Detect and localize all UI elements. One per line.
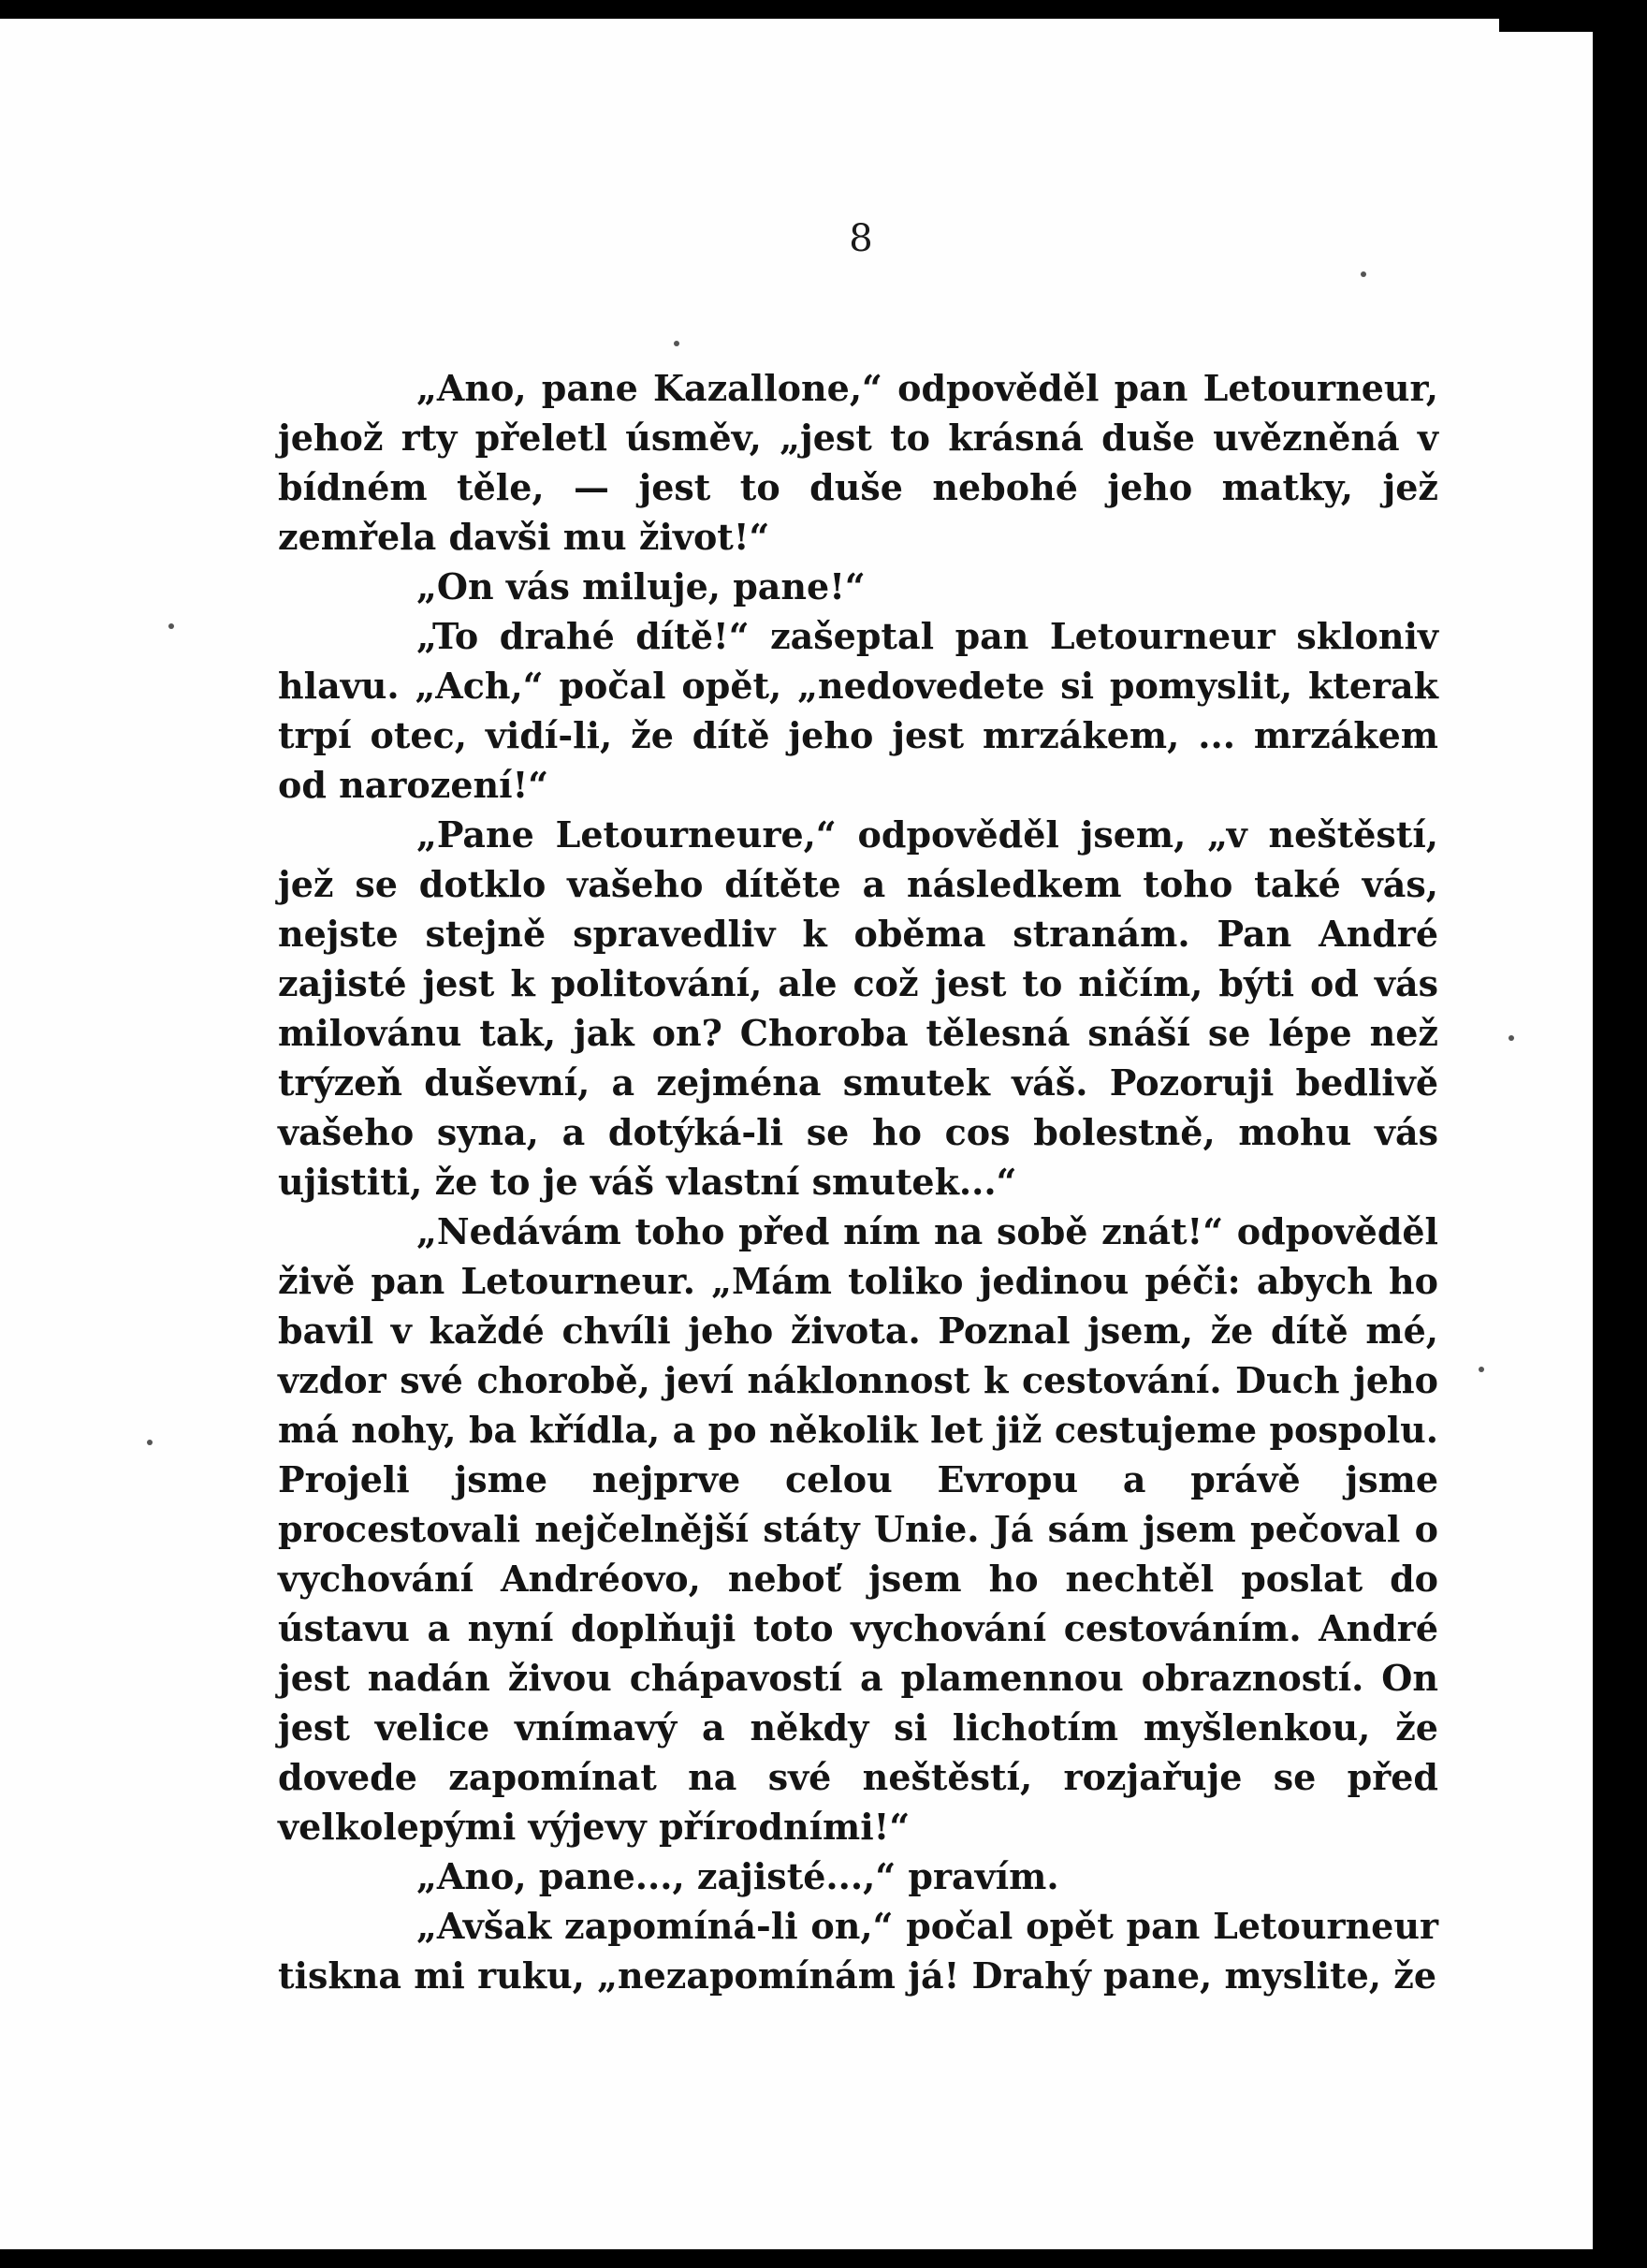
scan-edge-right bbox=[1593, 0, 1647, 2268]
body-text bbox=[278, 363, 1438, 2000]
print-speck bbox=[1361, 271, 1366, 277]
print-speck bbox=[1479, 1367, 1484, 1372]
paragraph-6: „Ano, pane..., zajisté...,“ pravím. bbox=[416, 1855, 1059, 1897]
paragraph-1: „Ano, pane Kazallone,“ odpověděl pan Letourneur, jehož rty přeletl úsměv, „jest to krásná duše uvězněná v bídném těle, — jest to duše nebohé jeho matky, jež zemřela davši mu život!“ bbox=[278, 367, 1438, 558]
print-speck bbox=[674, 341, 679, 346]
paragraph-4: „Pane Letourneure,“ odpověděl jsem, „v neštěstí, jež se dotklo vašeho dítěte a následkem toho také vás, nejste stejně spravedliv k oběma stranám. Pan André zajisté jest k politování, ale což jest to ničím, býti od vás milovánu tak, jak on? Choroba tělesná snáší se lépe než trýzeň duševní, a zejména smutek váš. Pozoruji bedlivě vašeho syna, a dotýká-li se ho cos bolestně, mohu vás ujistiti, že to je váš vlastní smutek...“ bbox=[278, 813, 1438, 1203]
scan-edge-notch bbox=[1499, 19, 1593, 32]
print-speck bbox=[1509, 1035, 1514, 1041]
paragraph-7: „Avšak zapomíná-li on,“ počal opět pan Letourneur tiskna mi ruku, „nezapomínám já! Drahý pane, myslite, že bbox=[278, 1905, 1438, 1997]
print-speck bbox=[168, 623, 174, 629]
paragraph-5: „Nedávám toho před ním na sobě znát!“ odpověděl živě pan Letourneur. „Mám toliko jedinou péči: abych ho bavil v každé chvíli jeho života. Poznal jsem, že dítě mé, vzdor své chorobě, jeví náklonnost k cestování. Duch jeho má nohy, ba křídla, a po několik let již cestujeme pospolu. Projeli jsme nejprve celou Evropu a právě jsme procestovali nejčelnější státy Unie. Já sám jsem pečoval o vychování Andréovo, neboť jsem ho nechtěl poslat do ústavu a nyní doplňuji toto vychování cestováním. André jest nadán živou chápavostí a plamennou obrazností. On jest velice vnímavý a někdy si lichotím myšlenkou, že dovede zapomínat na své neštěstí, rozjařuje se před velkolepými výjevy přírodními!“ bbox=[278, 1210, 1438, 1848]
page-number: 8 bbox=[849, 217, 873, 260]
paragraph-2: „On vás miluje, pane!“ bbox=[416, 565, 866, 607]
paragraph-3: „To drahé dítě!“ zašeptal pan Letourneur skloniv hlavu. „Ach,“ počal opět, „nedovedete si pomyslit, kterak trpí otec, vidí-li, že dítě jeho jest mrzákem, ... mrzákem od narození!“ bbox=[278, 615, 1438, 806]
scan-edge-top bbox=[0, 0, 1647, 19]
print-speck bbox=[147, 1440, 153, 1445]
scan-edge-bottom bbox=[0, 2249, 1647, 2268]
